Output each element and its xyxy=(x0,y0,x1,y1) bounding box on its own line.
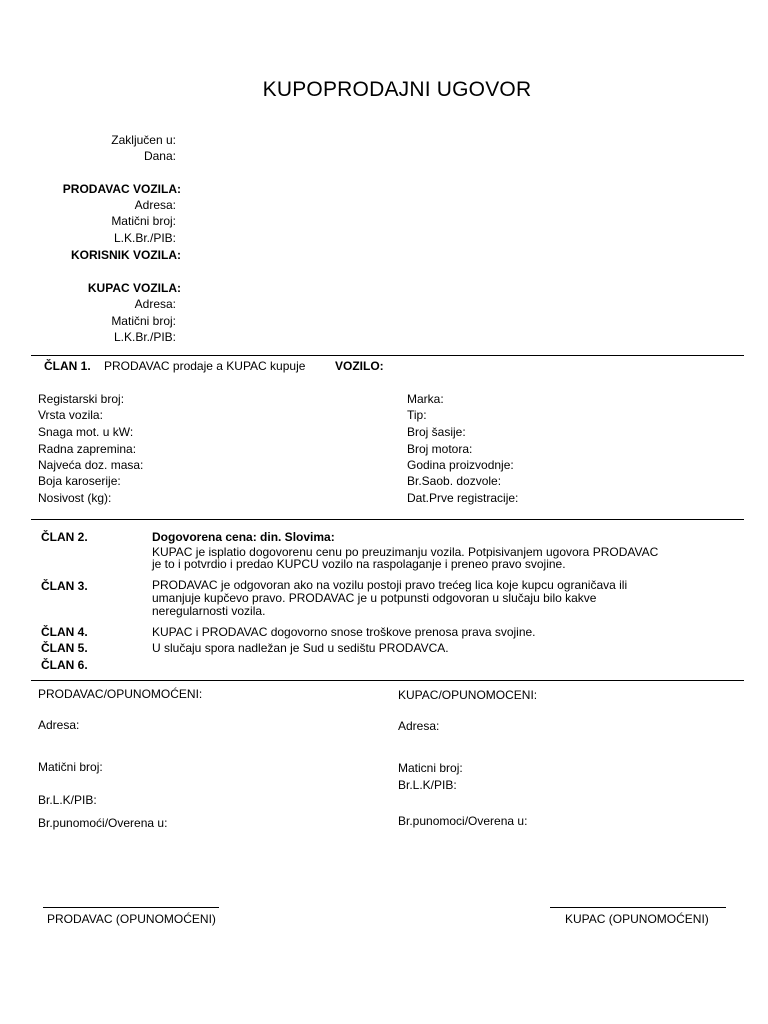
buyer-punomoc: Br.punomoci/Overena u: xyxy=(398,814,528,828)
seller-punomoc: Br.punomoći/Overena u: xyxy=(38,816,168,830)
dana-label: Dana: xyxy=(143,149,176,163)
seller-title: PRODAVAC/OPUNOMOĆENI: xyxy=(38,687,203,701)
vehicle-right-2: Broj šasije: xyxy=(407,425,466,439)
clan5-label: ČLAN 5. xyxy=(41,641,88,655)
vehicle-left-1: Vrsta vozila: xyxy=(38,408,103,422)
seller-adresa: Adresa: xyxy=(38,718,80,732)
buyer-maticni: Maticni broj: xyxy=(398,761,463,775)
clan2-line2: je to i potvrdio i predao KUPCU vozilo na raspolaganje i preneo pravo svojine. xyxy=(152,557,566,571)
vehicle-right-1: Tip: xyxy=(407,408,427,422)
vehicle-left-4: Najveća doz. masa: xyxy=(38,458,144,472)
divider-1 xyxy=(31,355,744,356)
vehicle-right-5: Br.Saob. dozvole: xyxy=(407,474,502,488)
clan5-text: U slučaju spora nadležan je Sud u sedištu PRODAVCA. xyxy=(152,641,449,655)
prodavac-lk-label: L.K.Br./PIB: xyxy=(113,231,176,245)
vehicle-left-2: Snaga mot. u kW: xyxy=(38,425,134,439)
clan2-label: ČLAN 2. xyxy=(41,530,88,544)
clan4-text: KUPAC i PRODAVAC dogovorno snose troškove prenosa prava svojine. xyxy=(152,625,536,639)
clan1-vozilo: VOZILO: xyxy=(335,359,384,373)
seller-maticni: Matični broj: xyxy=(38,760,103,774)
clan4-label: ČLAN 4. xyxy=(41,625,88,639)
clan3-line1: PRODAVAC je odgovoran ako na vozilu postoji pravo trećeg lica koje kupcu ograničava ili xyxy=(152,578,628,592)
kupac-maticni-label: Matični broj: xyxy=(111,314,176,328)
clan6-label: ČLAN 6. xyxy=(41,658,88,672)
seller-signature-line xyxy=(43,907,219,908)
vehicle-left-3: Radna zapremina: xyxy=(38,442,137,456)
prodavac-adresa-label: Adresa: xyxy=(134,198,176,212)
kupac-title: KUPAC VOZILA: xyxy=(87,281,181,295)
buyer-lk: Br.L.K/PIB: xyxy=(398,778,457,792)
korisnik-title: KORISNIK VOZILA: xyxy=(71,248,181,262)
clan3-label: ČLAN 3. xyxy=(41,579,88,593)
clan2-line1: KUPAC je isplatio dogovorenu cenu po preuzimanju vozila. Potpisivanjem ugovora PRODAVAC xyxy=(152,545,659,559)
vehicle-left-5: Boja karoserije: xyxy=(38,474,121,488)
buyer-title: KUPAC/OPUNOMOCENI: xyxy=(398,688,538,702)
clan1-text: PRODAVAC prodaje a KUPAC kupuje xyxy=(104,359,306,373)
vehicle-left-6: Nosivost (kg): xyxy=(38,491,112,505)
clan1-label: ČLAN 1. xyxy=(44,359,91,373)
buyer-adresa: Adresa: xyxy=(398,719,440,733)
prodavac-title: PRODAVAC VOZILA: xyxy=(62,182,181,196)
seller-signature-label: PRODAVAC (OPUNOMOĆENI) xyxy=(47,912,216,926)
vehicle-right-6: Dat.Prve registracije: xyxy=(407,491,519,505)
zakljucen-label: Zaključen u: xyxy=(111,133,176,147)
clan3-line3: neregularnosti vozila. xyxy=(152,604,266,618)
seller-lk: Br.L.K/PIB: xyxy=(38,793,97,807)
clan2-heading: Dogovorena cena: din. Slovima: xyxy=(152,530,335,544)
vehicle-left-0: Registarski broj: xyxy=(38,392,125,406)
divider-2 xyxy=(31,519,744,520)
vehicle-right-3: Broj motora: xyxy=(407,442,473,456)
kupac-adresa-label: Adresa: xyxy=(134,297,176,311)
vehicle-right-4: Godina proizvodnje: xyxy=(407,458,514,472)
vehicle-right-0: Marka: xyxy=(407,392,444,406)
prodavac-maticni-label: Matični broj: xyxy=(111,214,176,228)
buyer-signature-line xyxy=(550,907,726,908)
divider-3 xyxy=(31,680,744,681)
kupac-lk-label: L.K.Br./PIB: xyxy=(113,330,176,344)
page-title: KUPOPRODAJNI UGOVOR xyxy=(262,78,532,101)
buyer-signature-label: KUPAC (OPUNOMOĆENI) xyxy=(565,912,709,926)
clan3-line2: umanjuje kupčevo pravo. PRODAVAC je u potpunsti odgovoran u slučaju bilo kakve xyxy=(152,591,597,605)
